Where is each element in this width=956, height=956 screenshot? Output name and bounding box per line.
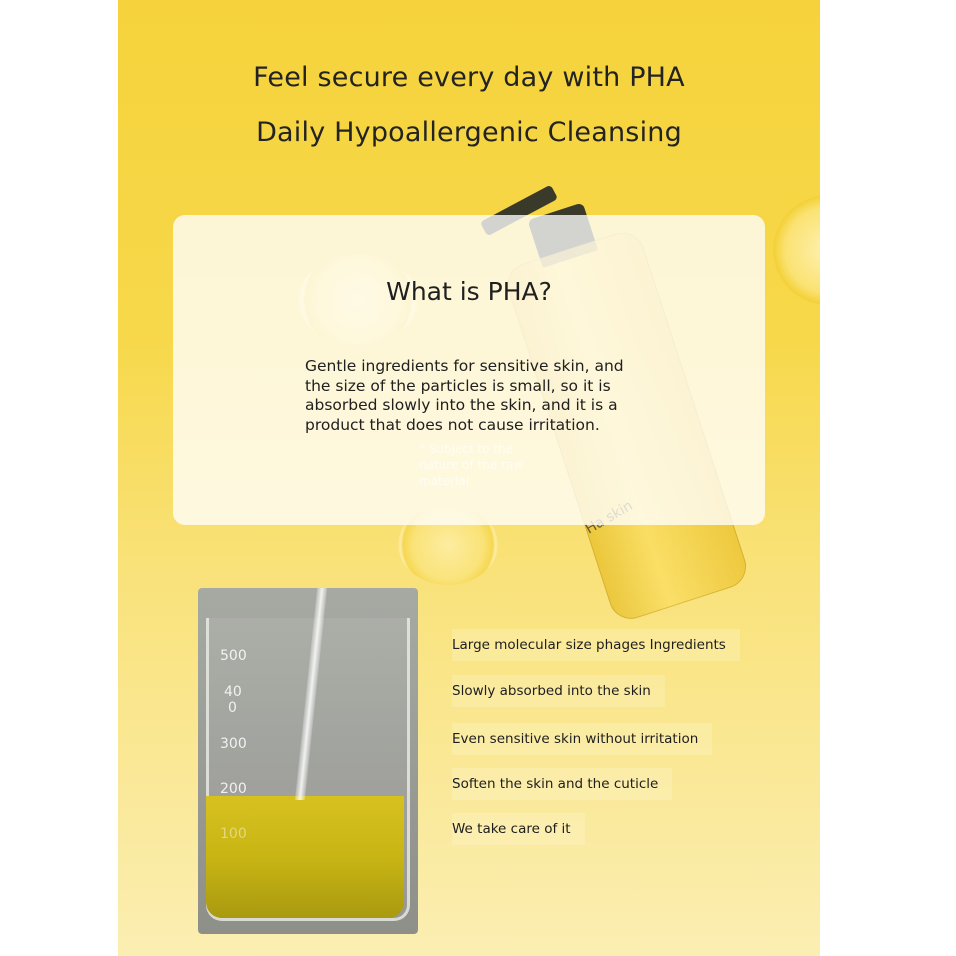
beaker-mark: 300 — [220, 736, 247, 752]
yellow-liquid — [206, 796, 404, 918]
feature-item: We take care of it — [452, 813, 585, 845]
lemon-slice-decoration — [773, 195, 820, 305]
beaker-mark: 0 — [228, 700, 237, 716]
card-footnote: * Subject to the nature of the raw material — [419, 442, 524, 488]
headline-line-2: Daily Hypoallergenic Cleansing — [256, 117, 682, 148]
beaker-mark: 500 — [220, 648, 247, 664]
info-card — [173, 215, 765, 525]
feature-item: Even sensitive skin without irritation — [452, 723, 712, 755]
headline-line-1: Feel secure every day with PHA — [253, 62, 685, 93]
card-title: What is PHA? — [386, 277, 552, 306]
product-detail-panel — [118, 0, 820, 956]
feature-item: Slowly absorbed into the skin — [452, 675, 665, 707]
beaker-mark: 200 — [220, 781, 247, 797]
beaker-mark: 100 — [220, 826, 247, 842]
feature-item: Large molecular size phages Ingredients — [452, 629, 740, 661]
feature-item: Soften the skin and the cuticle — [452, 768, 672, 800]
beaker-mark: 40 — [224, 684, 242, 700]
beaker-photo — [198, 588, 418, 934]
card-body: Gentle ingredients for sensitive skin, and the size of the particles is small, so it is absorbed slowly into the skin, and it is a product that does not cause irritation. — [305, 357, 624, 434]
